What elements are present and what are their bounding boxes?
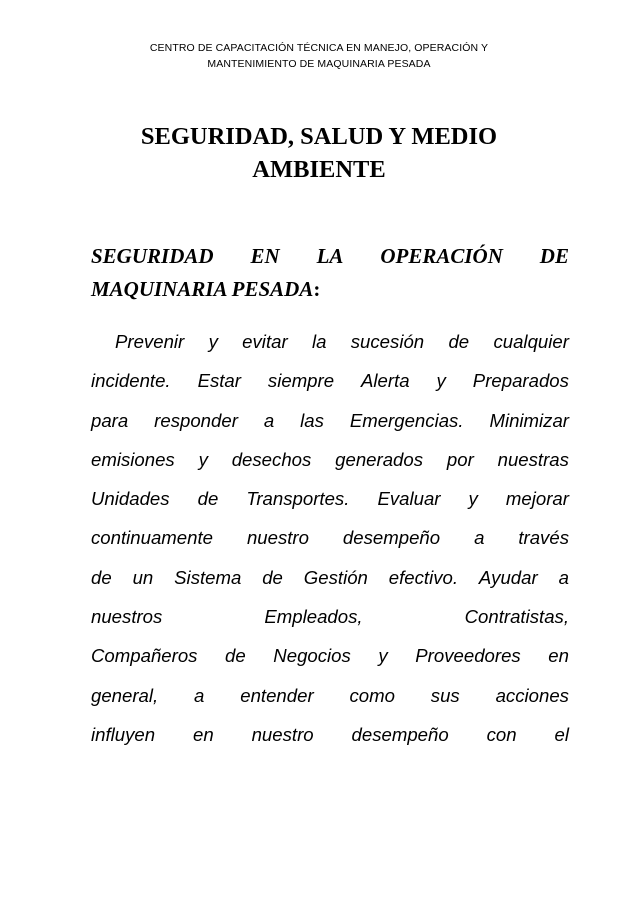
- paragraph-line: [91, 479, 569, 518]
- paragraph-line: [91, 440, 569, 479]
- paragraph-line: [91, 715, 569, 754]
- paragraph-word: a: [474, 527, 485, 549]
- paragraph-word: Compañeros: [91, 645, 198, 667]
- paragraph-word: evitar: [242, 331, 288, 352]
- paragraph-word: continuamente: [91, 527, 213, 549]
- paragraph-word: Minimizar: [489, 409, 569, 431]
- paragraph-word: para: [91, 409, 129, 431]
- paragraph-word: Gestión: [303, 566, 368, 588]
- paragraph-word: de: [197, 488, 219, 510]
- paragraph-word: Transportes.: [246, 488, 350, 510]
- heading-word: SEGURIDAD: [91, 244, 214, 268]
- paragraph-word: desempeño: [351, 723, 449, 745]
- paragraph-word: nuestros: [91, 606, 163, 628]
- paragraph-word: sus: [430, 684, 460, 706]
- paragraph-line: [91, 518, 569, 557]
- section-heading-line-2: [91, 273, 569, 306]
- heading-word: OPERACIÓN: [380, 244, 503, 268]
- paragraph-word: nuestro: [251, 723, 314, 745]
- paragraph-line: [91, 676, 569, 715]
- paragraph-word: Estar: [197, 370, 241, 392]
- paragraph-word: Contratistas,: [464, 606, 569, 628]
- paragraph-word: influyen: [91, 723, 156, 745]
- paragraph-word: generados: [335, 448, 424, 470]
- paragraph-word: de: [91, 566, 112, 588]
- paragraph-word: Evaluar: [377, 488, 441, 510]
- heading-word: DE: [539, 244, 569, 268]
- paragraph-word: Negocios: [273, 645, 351, 667]
- paragraph-line: [91, 322, 569, 361]
- paragraph-line: [91, 558, 569, 597]
- header-line-1: CENTRO DE CAPACITACIÓN TÉCNICA EN MANEJO, OPERACIÓN Y: [149, 42, 489, 54]
- paragraph-word: Alerta: [361, 370, 410, 392]
- paragraph-word: través: [518, 527, 569, 549]
- paragraph-word: Sistema: [174, 566, 242, 588]
- title-line-2: AMBIENTE: [252, 156, 386, 183]
- paragraph-word: y: [208, 331, 218, 352]
- paragraph-line: [91, 597, 569, 636]
- heading-word: LA: [316, 244, 344, 268]
- paragraph-line: [91, 636, 569, 675]
- paragraph-word: en: [548, 645, 569, 667]
- paragraph-word: de: [448, 331, 470, 352]
- paragraph-word: nuestras: [497, 448, 569, 470]
- paragraph-word: la: [311, 331, 327, 352]
- paragraph-word: Preparados: [472, 370, 569, 392]
- section-heading-colon: :: [313, 277, 321, 301]
- paragraph-word: nuestro: [246, 527, 309, 549]
- paragraph-word: Empleados,: [264, 606, 363, 628]
- title-line-1: SEGURIDAD, SALUD Y MEDIO: [140, 123, 498, 150]
- paragraph-word: Ayudar: [478, 566, 538, 588]
- paragraph-word: y: [198, 448, 208, 470]
- paragraph-word: Proveedores: [415, 645, 521, 667]
- paragraph-word: Unidades: [91, 488, 170, 510]
- institution-header: [60, 40, 578, 72]
- paragraph-word: por: [446, 448, 474, 470]
- body-paragraph: [91, 322, 569, 754]
- paragraph-word: cualquier: [493, 331, 569, 352]
- paragraph-word: de: [225, 645, 246, 667]
- section-heading-line-1: [91, 240, 569, 273]
- paragraph-word: incidente.: [91, 370, 171, 392]
- section-heading: [91, 240, 569, 306]
- paragraph-word: efectivo.: [388, 566, 459, 588]
- paragraph-word: sucesión: [350, 331, 425, 352]
- paragraph-word: con: [486, 723, 517, 745]
- paragraph-word: las: [300, 409, 324, 431]
- paragraph-word: responder: [154, 409, 238, 431]
- paragraph-word: y: [468, 488, 478, 510]
- paragraph-word: y: [436, 370, 446, 392]
- section-heading-line-2-text: MAQUINARIA PESADA: [91, 277, 314, 301]
- paragraph-word: general,: [91, 684, 159, 706]
- paragraph-word: como: [349, 684, 395, 706]
- paragraph-word: Prevenir: [115, 331, 185, 352]
- paragraph-line: [91, 361, 569, 400]
- page-title: [60, 120, 578, 186]
- paragraph-word: un: [132, 566, 154, 588]
- paragraph-line: [91, 401, 569, 440]
- paragraph-word: entender: [240, 684, 314, 706]
- paragraph-word: a: [263, 409, 275, 431]
- paragraph-word: desechos: [231, 448, 312, 470]
- header-line-2: MANTENIMIENTO DE MAQUINARIA PESADA: [207, 58, 431, 70]
- heading-word: EN: [250, 244, 280, 268]
- paragraph-word: de: [262, 566, 283, 588]
- paragraph-word: y: [378, 645, 388, 667]
- paragraph-word: acciones: [495, 684, 569, 706]
- paragraph-word: emisiones: [91, 448, 175, 470]
- paragraph-word: a: [558, 566, 569, 588]
- paragraph-word: Emergencias.: [349, 409, 464, 431]
- paragraph-word: en: [193, 723, 214, 745]
- paragraph-word: el: [554, 723, 569, 745]
- paragraph-word: desempeño: [342, 527, 441, 549]
- paragraph-word: a: [194, 684, 205, 706]
- paragraph-word: siempre: [267, 370, 335, 392]
- paragraph-word: mejorar: [505, 488, 569, 510]
